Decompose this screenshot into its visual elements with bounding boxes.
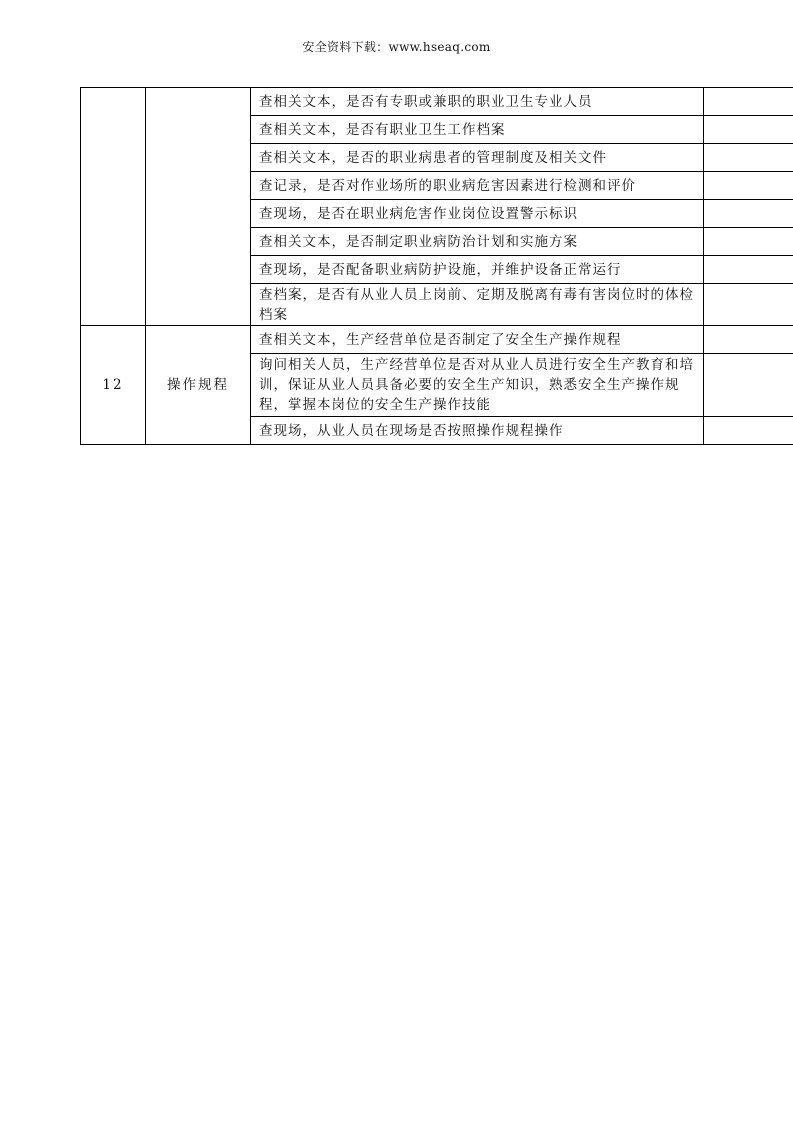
check-content-cell: 查相关文本，生产经营单位是否制定了安全生产操作规程 [251, 326, 704, 354]
check-content-cell: 查相关文本，是否制定职业病防治计划和实施方案 [251, 228, 704, 256]
check-content-cell: 查现场，是否配备职业病防护设施，并维护设备正常运行 [251, 256, 704, 284]
check-content-cell: 查现场，是否在职业病危害作业岗位设置警示标识 [251, 200, 704, 228]
table-row [81, 88, 793, 116]
result-cell [704, 144, 793, 172]
section-item-cell [146, 326, 251, 445]
result-cell [704, 228, 793, 256]
inspection-checklist-table [80, 87, 793, 445]
page-header: 安全资料下载：www.hseaq.com [302, 40, 491, 54]
result-cell [704, 417, 793, 445]
result-cell [704, 284, 793, 326]
section-number-cell [81, 88, 146, 326]
result-cell [704, 326, 793, 354]
check-content-cell: 查档案，是否有从业人员上岗前、定期及脱离有毒有害岗位时的体检档案 [251, 284, 704, 326]
section-number: 12 [102, 377, 124, 393]
result-cell [704, 172, 793, 200]
result-cell [704, 88, 793, 116]
check-content-cell: 询问相关人员，生产经营单位是否对从业人员进行安全生产教育和培训，保证从业人员具备必要的安全生产知识，熟悉安全生产操作规程，掌握本岗位的安全生产操作技能 [251, 354, 704, 417]
section-item-name: 操作规程 [167, 377, 229, 393]
table-row [81, 326, 793, 354]
check-content-cell: 查记录，是否对作业场所的职业病危害因素进行检测和评价 [251, 172, 704, 200]
check-content-cell: 查相关文本，是否有职业卫生工作档案 [251, 116, 704, 144]
result-cell [704, 200, 793, 228]
result-cell [704, 354, 793, 417]
check-content-cell: 查相关文本，是否有专职或兼职的职业卫生专业人员 [251, 88, 704, 116]
section-number-cell [81, 326, 146, 445]
result-cell [704, 256, 793, 284]
result-cell [704, 116, 793, 144]
section-item-cell [146, 88, 251, 326]
check-content-cell: 查现场，从业人员在现场是否按照操作规程操作 [251, 417, 704, 445]
check-content-cell: 查相关文本，是否的职业病患者的管理制度及相关文件 [251, 144, 704, 172]
